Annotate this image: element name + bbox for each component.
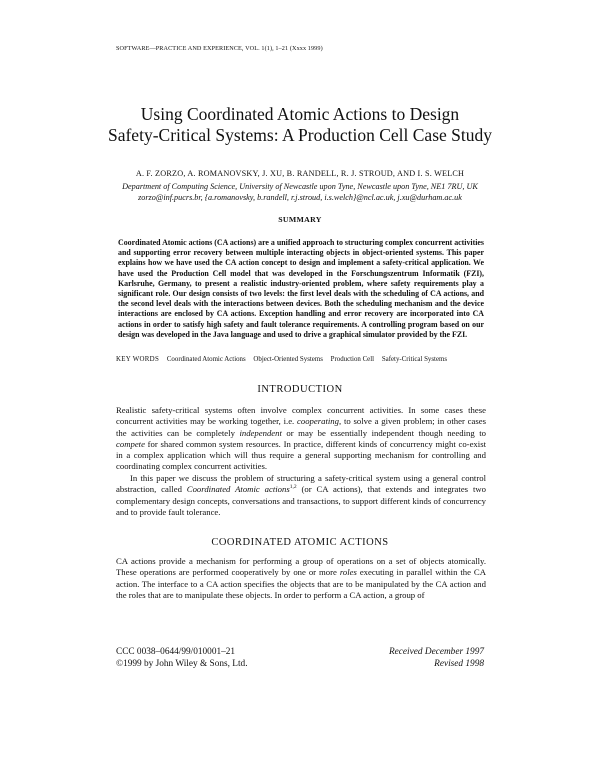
text-run: CA actions provide a mechanism for performing a group of operations on a set of objects atomically. These operations are performed cooperatively by one or more — [116, 556, 486, 578]
title-line-1: Using Coordinated Atomic Actions to Design — [140, 104, 460, 124]
text-run: (or CA actions), that extends and integrates two complementary design concepts, conversations and transactions, to support different kinds of concurrency and to provide fault tolerance. — [116, 484, 486, 517]
summary-heading: SUMMARY — [278, 215, 322, 224]
title-line-2: Safety-Critical Systems: A Production Cell Case Study — [107, 125, 492, 145]
paper-title — [0, 104, 600, 146]
keyword: Object-Oriented Systems — [253, 356, 323, 363]
keyword: Coordinated Atomic Actions — [166, 356, 246, 363]
author-list: A. F. ZORZO, A. ROMANOVSKY, J. XU, B. RANDELL, R. J. STROUD, AND I. S. WELCH — [135, 169, 465, 178]
introduction-paragraph-1 — [116, 405, 486, 473]
running-head: SOFTWARE—PRACTICE AND EXPERIENCE, VOL. 1(1), 1–21 (Xxxx 1999) — [116, 45, 323, 52]
affiliation-emails: zorzo@inf.pucrs.br, {a.romanovsky, b.randell, r.j.stroud, i.s.welch}@ncl.ac.uk, j.xu@durham.ac.uk — [138, 193, 462, 202]
text-run: , to solve a given problem; in other cases the activities can be completely — [116, 416, 486, 438]
emphasis: Coordinated Atomic actions — [186, 484, 290, 495]
text-run: executing in parallel within the CA action. The interface to a CA action specifies the objects that are to be manipulated by the CA action and the roles that are to manipulate these objects. In order to perform a CA action, a group of — [116, 567, 486, 600]
copyright: ©1999 by John Wiley & Sons, Ltd. — [116, 659, 248, 669]
text-run: or may be essentially independent though needing to — [281, 427, 486, 438]
emphasis: cooperating — [297, 416, 339, 427]
affiliation-line-1: Department of Computing Science, University of Newcastle upon Tyne, Newcastle upon Tyne, NE1 7RU, UK — [122, 182, 478, 191]
keywords-label: KEY WORDS — [116, 356, 160, 363]
affiliation — [0, 181, 600, 203]
keyword: Production Cell — [330, 356, 375, 363]
emphasis: roles — [339, 567, 357, 578]
ccc-code: CCC 0038–0644/99/010001–21 — [116, 647, 236, 657]
summary-text: Coordinated Atomic actions (CA actions) are a unified approach to structuring complex concurrent activities and supporting error recovery between multiple interacting objects in object-oriented systems. This paper explains how we have used the CA action concept to design and implement a safety-critical application. We have used the Production Cell model that was developed in the Forschungszentrum Informatik (FZI), Karlsruhe, Germany, to present a realistic industry-oriented problem, where safety requirements play a significant role. Our design consists of two levels: the first level deals with the scheduling of CA actions, and the second level deals with the interactions between devices. Both the scheduling mechanism and the device interactions are enclosed by CA actions. Exception handling and error recovery are incorporated into CA actions in order to satisfy high safety and fault tolerance requirements. A controlling program based on our design was developed in the Java language and used to drive a graphical simulator provided by the FZI. — [118, 238, 484, 339]
ca-actions-paragraph — [116, 556, 486, 601]
text-run: for shared common system resources. In practice, different kinds of concurrency might co-exist in a complex application which will thus require a general supporting mechanism for controlling and coordinating complex concurrent activities. — [116, 438, 486, 472]
ca-actions-heading: COORDINATED ATOMIC ACTIONS — [211, 537, 389, 548]
text-run: In this paper we discuss the problem of structuring a safety-critical system using a general control abstraction, called — [116, 473, 486, 495]
received-date: Received December 1997 — [389, 647, 484, 657]
text-run: Realistic safety-critical systems often involve complex concurrent activities. In some cases these concurrent activities may be working together, i.e. — [116, 405, 486, 427]
introduction-heading: INTRODUCTION — [257, 384, 343, 395]
citation-ref: 1,2 — [289, 484, 297, 491]
emphasis: independent — [239, 427, 282, 438]
keyword: Safety-Critical Systems — [381, 356, 448, 363]
footer-left — [116, 646, 248, 670]
footer-right — [389, 646, 484, 670]
keywords — [116, 356, 453, 363]
introduction-paragraph-2 — [116, 473, 486, 518]
revised-date: Revised 1998 — [434, 659, 484, 669]
emphasis: compete — [116, 438, 145, 449]
